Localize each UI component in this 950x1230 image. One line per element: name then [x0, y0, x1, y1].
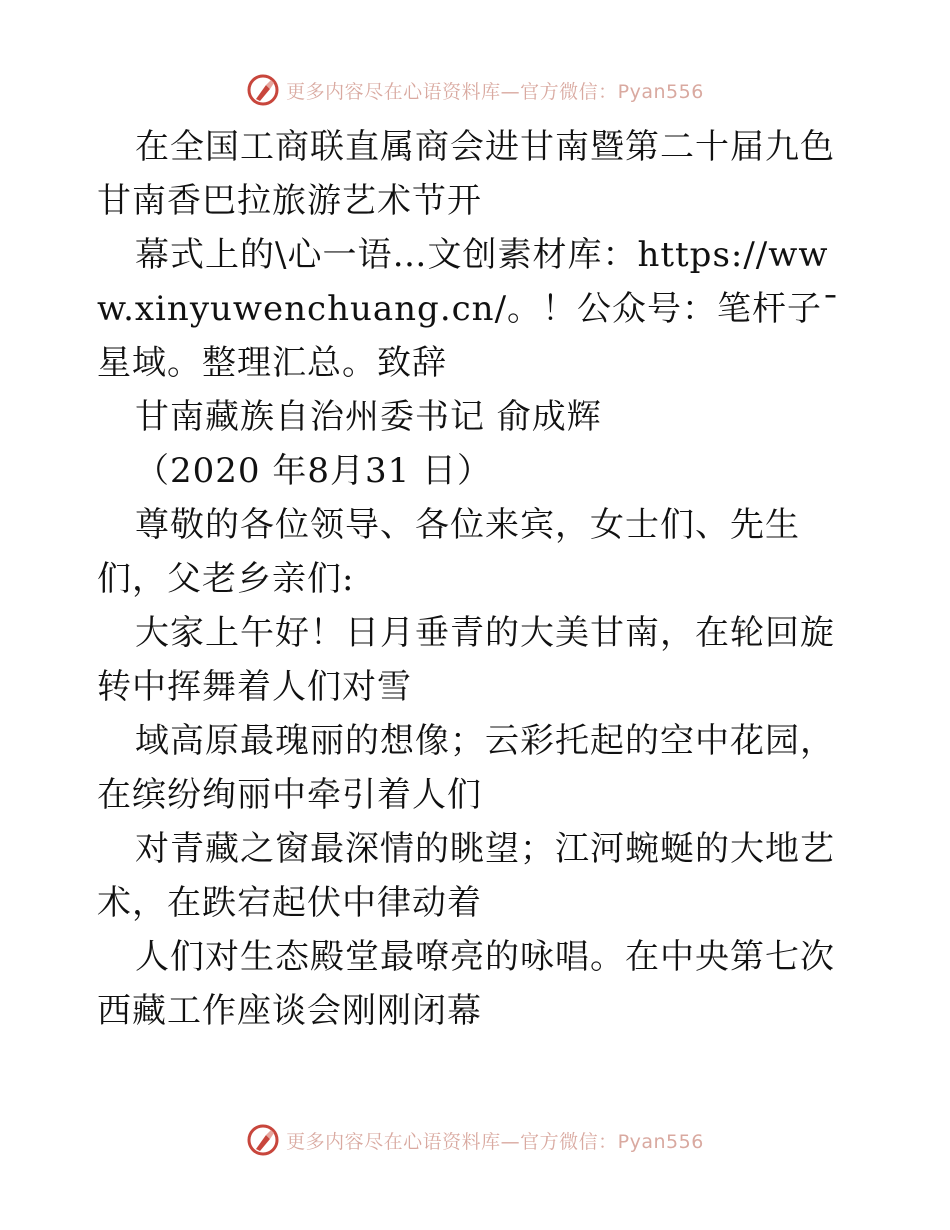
footer-watermark-banner: [0, 1120, 950, 1160]
footer-watermark-text: 更多内容尽在心语资料库—官方微信：Pyan556: [286, 1130, 704, 1153]
paragraph-body-4: 人们对生态殿堂最嘹亮的咏唱。在中央第七次西藏工作座谈会刚刚闭幕: [97, 937, 835, 1031]
paragraph-date: （2020 年8月31 日）: [135, 451, 493, 491]
pen-nib-logo-icon: [246, 73, 280, 107]
paragraph-body-3: 对青藏之窗最深情的眺望；江河蜿蜒的大地艺术，在跌宕起伏中律动着: [97, 829, 835, 923]
pen-nib-logo-icon: [246, 1123, 280, 1157]
document-body: [97, 120, 857, 1038]
paragraph-source-note: 幕式上的\心一语…文创素材库：https://www.xinyuwenchuang.cn/。！公众号：笔杆子¯星域。整理汇总。致辞: [97, 235, 841, 383]
paragraph-salutation: 尊敬的各位领导、各位来宾，女士们、先生们，父老乡亲们:: [97, 505, 800, 599]
header-watermark-text: 更多内容尽在心语资料库—官方微信：Pyan556: [286, 80, 704, 103]
paragraph-body-1: 大家上午好！日月垂青的大美甘南，在轮回旋转中挥舞着人们对雪: [97, 613, 835, 707]
header-watermark-banner: [0, 70, 950, 110]
paragraph-body-2: 域高原最瑰丽的想像；云彩托起的空中花园，在缤纷绚丽中牵引着人们: [97, 721, 835, 815]
paragraph-author: 甘南藏族自治州委书记 俞成辉: [135, 397, 602, 437]
paragraph-title-line: 在全国工商联直属商会进甘南暨第二十届九色甘南香巴拉旅游艺术节开: [97, 127, 835, 221]
